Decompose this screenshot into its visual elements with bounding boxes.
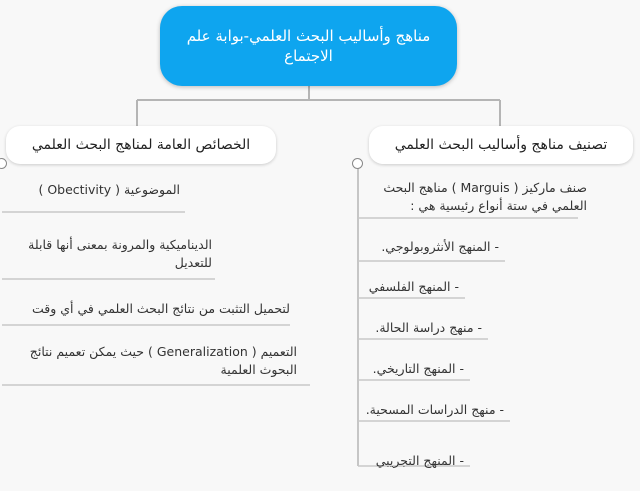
root-title: مناهج وأساليب البحث العلمي-بوابة علم الاجتماع [186, 27, 431, 65]
right-item-2[interactable]: - المنهج الأنثروبولوجي. [381, 239, 499, 254]
left-item-2[interactable]: الديناميكية والمرونة بمعنى أنها قابلة للتعديل [28, 237, 212, 270]
left-item-1[interactable]: الموضوعية ( Obectivity ) [38, 182, 180, 197]
collapse-handle-right[interactable] [352, 158, 363, 169]
left-item-4[interactable]: التعميم ( Generalization ) حيث يمكن تعميم نتائج البحوث العلمية [29, 344, 297, 377]
left-item-3[interactable]: لتحميل التثبت من نتائج البحث العلمي في أي وقت [31, 301, 290, 316]
branch-characteristics-title: الخصائص العامة لمناهج البحث العلمي [31, 137, 251, 153]
right-item-1[interactable]: صنف ماركيز ( Marguis ) مناهج البحث العلمي في ستة أنواع رئيسية هي : [383, 180, 587, 213]
right-item-4[interactable]: - منهج دراسة الحالة. [375, 320, 482, 335]
branch-classification-title: تصنيف مناهج وأساليب البحث العلمي [394, 137, 608, 153]
right-item-3[interactable]: - المنهج الفلسفي [368, 279, 459, 294]
root-connector [137, 86, 500, 126]
right-item-6[interactable]: - منهج الدراسات المسحية. [365, 402, 504, 417]
right-item-5[interactable]: - المنهج التاريخي. [372, 361, 464, 376]
right-item-7[interactable]: - المنهج التجريبي [375, 453, 464, 468]
